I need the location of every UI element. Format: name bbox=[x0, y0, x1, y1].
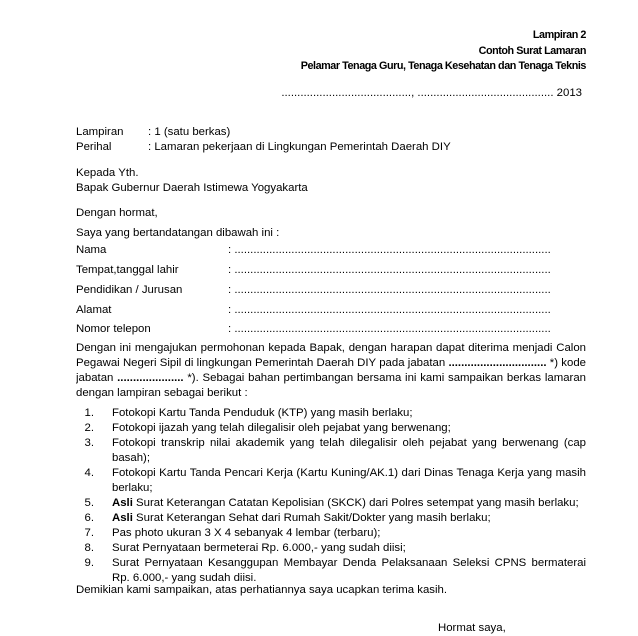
list-item-text bbox=[96, 466, 586, 496]
list-item bbox=[76, 526, 586, 541]
lampiran-value: : 1 (satu berkas) bbox=[148, 126, 231, 138]
identity-value-phone: : .................................................................................................... bbox=[228, 323, 551, 335]
list-item-text bbox=[96, 496, 586, 511]
paragraph-line-3 bbox=[76, 371, 586, 386]
list-item bbox=[76, 496, 586, 511]
list-item-number: 1. bbox=[84, 407, 94, 419]
list-item bbox=[76, 421, 586, 436]
salutation: Dengan hormat, bbox=[76, 207, 158, 219]
closing-text: Demikian kami sampaikan, atas perhatiannya saya ucapkan terima kasih. bbox=[76, 584, 448, 596]
list-item-number: 6. bbox=[84, 512, 94, 524]
application-paragraph bbox=[76, 341, 586, 401]
list-item-number: 2. bbox=[84, 422, 94, 434]
paragraph-line-2 bbox=[76, 356, 586, 371]
list-item bbox=[76, 406, 586, 421]
list-item-body: Surat Pernyataan Kesanggupan Membayar Denda Pelaksanaan Seleksi CPNS bermaterai Rp. 6.000,- yang sudah diisi. bbox=[112, 557, 586, 584]
recipient-greeting: Kepada Yth. bbox=[76, 167, 139, 179]
list-item bbox=[76, 511, 586, 526]
list-item-text bbox=[96, 526, 586, 541]
list-item-body: Fotokopi ijazah yang telah dilegalisir oleh pejabat yang berwenang; bbox=[112, 422, 451, 434]
list-item bbox=[76, 436, 586, 466]
paragraph-line-3-rest: *). Sebagai bahan pertimbangan bersama ini kami sampaikan berkas lamaran bbox=[183, 372, 586, 384]
list-item-number: 5. bbox=[84, 497, 94, 509]
letter-sample-title: Contoh Surat Lamaran bbox=[478, 45, 586, 57]
list-item-body: Fotokopi Kartu Tanda Penduduk (KTP) yang masih berlaku; bbox=[112, 407, 413, 419]
recipient-name: Bapak Gubernur Daerah Istimewa Yogyakarta bbox=[76, 182, 308, 194]
list-item-number: 7. bbox=[84, 527, 94, 539]
list-item-number: 3. bbox=[84, 437, 94, 449]
identity-label-education: Pendidikan / Jurusan bbox=[76, 284, 183, 296]
list-item-bold: Asli bbox=[112, 512, 133, 524]
paragraph-line-2-code: *) kode bbox=[546, 357, 586, 369]
list-item-text bbox=[96, 541, 586, 556]
list-item-text bbox=[96, 436, 586, 466]
list-item-number: 4. bbox=[84, 467, 94, 479]
list-item-body: Surat Pernyataan bermeterai Rp. 6.000,- yang sudah diisi; bbox=[112, 542, 406, 554]
list-item-number: 9. bbox=[84, 557, 94, 569]
identity-label-phone: Nomor telepon bbox=[76, 323, 151, 335]
paragraph-line-3-text: jabatan bbox=[76, 372, 118, 384]
paragraph-line-1: Dengan ini mengajukan permohonan kepada Bapak, dengan harapan dapat diterima menjadi Calon bbox=[76, 342, 586, 354]
attachment-number: Lampiran 2 bbox=[532, 29, 586, 41]
list-item-text bbox=[96, 421, 586, 436]
list-item-text bbox=[96, 511, 586, 526]
position-code-blank: ..................... bbox=[117, 372, 184, 384]
list-item-body: Fotokopi Kartu Tanda Pencari Kerja (Kartu Kuning/AK.1) dari Dinas Tenaga Kerja yang masih berlaku; bbox=[112, 467, 586, 494]
identity-value-name: : .................................................................................................... bbox=[228, 244, 551, 256]
perihal-value: : Lamaran pekerjaan di Lingkungan Pemerintah Daerah DIY bbox=[148, 141, 451, 153]
paragraph-line-4: dengan lampiran sebagai berikut : bbox=[76, 387, 248, 399]
intro-text: Saya yang bertandatangan dibawah ini : bbox=[76, 227, 280, 239]
list-item-body: Pas photo ukuran 3 X 4 sebanyak 4 lembar (terbaru); bbox=[112, 527, 381, 539]
identity-label-name: Nama bbox=[76, 244, 107, 256]
paragraph-line-2-text: Pegawai Negeri Sipil di lingkungan Pemerintah Daerah DIY pada jabatan bbox=[76, 357, 449, 369]
identity-label-address: Alamat bbox=[76, 304, 112, 316]
lampiran-label: Lampiran bbox=[76, 126, 124, 138]
place-date-line: ........................................., ........................................... 2013 bbox=[281, 87, 582, 99]
list-item-bold: Asli bbox=[112, 497, 133, 509]
signoff-text: Hormat saya, bbox=[438, 622, 506, 634]
identity-value-address: : .................................................................................................... bbox=[228, 304, 551, 316]
list-item bbox=[76, 466, 586, 496]
identity-value-education: : .................................................................................................... bbox=[228, 284, 551, 296]
list-item-text bbox=[96, 556, 586, 586]
list-item-text bbox=[96, 406, 586, 421]
identity-value-birth: : .................................................................................................... bbox=[228, 264, 551, 276]
list-item-number: 8. bbox=[84, 542, 94, 554]
list-item bbox=[76, 556, 586, 586]
list-item-body: Surat Keterangan Sehat dari Rumah Sakit/Dokter yang masih berlaku; bbox=[132, 512, 491, 524]
attachment-list bbox=[76, 406, 586, 586]
list-item-body: Surat Keterangan Catatan Kepolisian (SKCK) dari Polres setempat yang masih berlaku; bbox=[132, 497, 579, 509]
applicant-category: Pelamar Tenaga Guru, Tenaga Kesehatan dan Tenaga Teknis bbox=[300, 60, 586, 72]
identity-label-birth: Tempat,tanggal lahir bbox=[76, 264, 179, 276]
list-item bbox=[76, 541, 586, 556]
perihal-label: Perihal bbox=[76, 141, 112, 153]
position-blank: ............................... bbox=[448, 357, 547, 369]
list-item-body: Fotokopi transkrip nilai akademik yang telah dilegalisir oleh pejabat yang berwenang (cap basah); bbox=[112, 437, 586, 464]
